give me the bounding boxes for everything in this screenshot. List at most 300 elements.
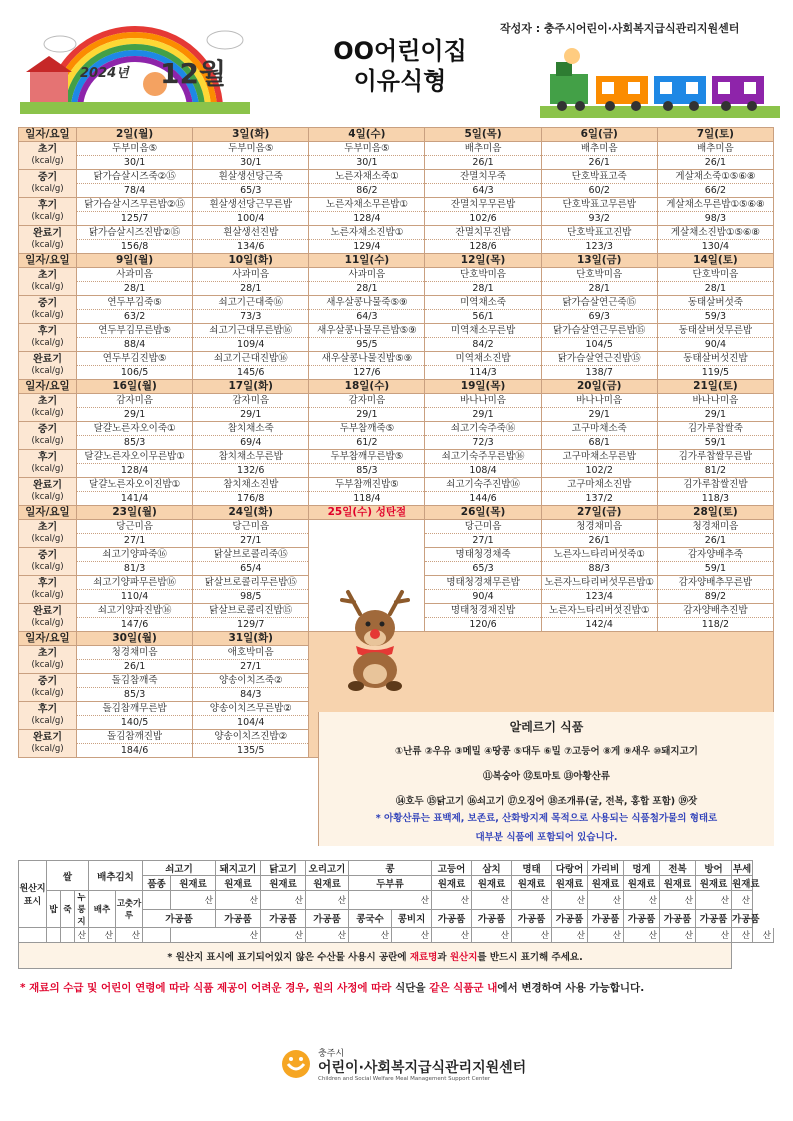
processed-label: 가공품: [552, 909, 588, 928]
course-name: 완료기: [33, 228, 62, 239]
course-name: 후기: [37, 704, 58, 715]
menu-item: 참치채소무른밥: [193, 450, 309, 464]
soy-noodle: 콩국수: [349, 909, 392, 928]
origin-san: 산: [432, 891, 472, 910]
raw-label: 원재료: [552, 876, 588, 891]
footer-red1: 재료명: [409, 951, 438, 963]
raw-label: 원재료: [624, 876, 660, 891]
menu-kcal: 104/4: [193, 716, 309, 730]
day-header-cell: 16일(월): [77, 380, 193, 394]
menu-kcal-row: [19, 464, 774, 478]
kcal-unit: (kcal/g): [31, 562, 64, 572]
menu-item: 감자양배추죽: [657, 548, 773, 562]
day-header-label: 일자/요일: [19, 380, 77, 394]
day-header-label: 일자/요일: [19, 506, 77, 520]
menu-item: 노른자느타리버섯진밥①: [541, 604, 657, 618]
menu-kcal: 60/2: [541, 184, 657, 198]
menu-item: 고구마채소죽: [541, 422, 657, 436]
menu-kcal: 85/3: [77, 436, 193, 450]
allergy-box: [318, 712, 774, 846]
menu-item: 김가루찹쌀무른밥: [657, 450, 773, 464]
kcal-unit: (kcal/g): [31, 688, 64, 698]
menu-row: [19, 296, 774, 310]
day-header-cell: 18일(수): [309, 380, 425, 394]
menu-item: 미역채소죽: [425, 296, 541, 310]
raw-label: 원재료: [696, 876, 732, 891]
menu-item: 배추미음: [425, 142, 541, 156]
day-header-cell: 30일(월): [77, 632, 193, 646]
menu-item: 잔멸치무죽: [425, 170, 541, 184]
menu-row: [19, 422, 774, 436]
day-header-cell: 5일(목): [425, 128, 541, 142]
origin-san: 산: [552, 928, 588, 943]
origin-san: 산: [392, 928, 432, 943]
processed-label: 가공품: [472, 909, 512, 928]
menu-kcal: 114/3: [425, 366, 541, 380]
footer-en: Children and Social Welfare Meal Management Support Center: [318, 1076, 491, 1082]
day-header-row: [19, 380, 774, 394]
menu-item: 달걀노른자오이진밥①: [77, 478, 193, 492]
origin-san: 산: [753, 928, 774, 943]
origin-san: 산: [89, 928, 116, 943]
menu-kcal: 141/4: [77, 492, 193, 506]
menu-item: 닭가슴살시즈무른밥②⑮: [77, 198, 193, 212]
menu-kcal: 90/4: [425, 590, 541, 604]
menu-item: 닭살브로콜리죽⑮: [193, 548, 309, 562]
menu-item: 쇠고기근대죽⑯: [193, 296, 309, 310]
course-label: [19, 520, 77, 548]
menu-kcal: 26/1: [657, 534, 773, 548]
course-name: 완료기: [33, 354, 62, 365]
menu-row: [19, 520, 774, 534]
menu-kcal: 118/4: [309, 492, 425, 506]
meat-header: 가리비: [588, 861, 624, 876]
menu-item: 명태청경채죽: [425, 548, 541, 562]
allergy-note1: * 아황산류는 표백제, 보존료, 산화방지제 목적으로 사용되는 식품첨가물의 형태로: [375, 813, 718, 824]
day-header-cell: 13일(금): [541, 254, 657, 268]
course-label: [19, 324, 77, 352]
bottom-note: [20, 980, 644, 995]
menu-kcal: 28/1: [77, 282, 193, 296]
menu-kcal: 144/6: [425, 492, 541, 506]
kcal-unit: (kcal/g): [31, 744, 64, 754]
menu-kcal: 29/1: [77, 408, 193, 422]
menu-row: [19, 170, 774, 184]
menu-kcal: 29/1: [425, 408, 541, 422]
menu-kcal: 26/1: [425, 156, 541, 170]
menu-kcal: 135/5: [193, 744, 309, 758]
day-header-cell: 27일(금): [541, 506, 657, 520]
menu-item: 두부참깨진밥⑤: [309, 478, 425, 492]
menu-kcal: 28/1: [657, 282, 773, 296]
menu-item: 양송이치즈죽②: [193, 674, 309, 688]
menu-item: 닭가슴살시즈진밥②⑮: [77, 226, 193, 240]
origin-blank: [143, 891, 171, 910]
day-header-cell: 14일(토): [657, 254, 773, 268]
menu-kcal: 106/5: [77, 366, 193, 380]
menu-kcal: 89/2: [657, 590, 773, 604]
day-header-cell: 7일(토): [657, 128, 773, 142]
menu-kcal: 29/1: [193, 408, 309, 422]
menu-kcal: 128/6: [425, 240, 541, 254]
origin-san: 산: [75, 928, 89, 943]
menu-kcal: 123/3: [541, 240, 657, 254]
course-label: [19, 296, 77, 324]
menu-item: 배추미음: [541, 142, 657, 156]
menu-item: 닭살브로콜리진밥⑮: [193, 604, 309, 618]
course-name: 중기: [37, 550, 58, 561]
course-name: 완료기: [33, 606, 62, 617]
menu-item: 동태살버섯진밥: [657, 352, 773, 366]
menu-item: 두부미음⑤: [77, 142, 193, 156]
kcal-unit: (kcal/g): [31, 408, 64, 418]
meat-header: 돼지고기: [216, 861, 261, 876]
menu-kcal: 29/1: [541, 408, 657, 422]
menu-kcal-row: [19, 310, 774, 324]
menu-item: 사과미음: [77, 268, 193, 282]
day-header-label: 일자/요일: [19, 254, 77, 268]
menu-kcal: 108/4: [425, 464, 541, 478]
beef-processed: 가공품: [143, 909, 216, 928]
allergy-note2: 대부분 식품에 포함되어 있습니다.: [475, 832, 618, 843]
menu-kcal: 69/4: [193, 436, 309, 450]
beef-breed: 품종: [143, 876, 171, 891]
day-header-row: [19, 506, 774, 520]
rice-sub: 밥: [47, 891, 61, 928]
menu-row: [19, 394, 774, 408]
menu-kcal: 95/5: [309, 338, 425, 352]
kcal-unit: (kcal/g): [31, 534, 64, 544]
menu-kcal: 28/1: [425, 282, 541, 296]
menu-item: 쇠고기숙주죽⑯: [425, 422, 541, 436]
menu-kcal: 119/5: [657, 366, 773, 380]
kcal-unit: (kcal/g): [31, 590, 64, 600]
menu-item: 단호박미음: [541, 268, 657, 282]
menu-kcal: 132/6: [193, 464, 309, 478]
rice-sub: 누룽지: [75, 891, 89, 928]
menu-item: 노른자채소진밥①: [309, 226, 425, 240]
course-name: 초기: [37, 396, 58, 407]
menu-item: 바나나미음: [657, 394, 773, 408]
origin-label: 원산지 표시: [19, 861, 47, 928]
menu-item: 잔멸치무진밥: [425, 226, 541, 240]
course-label: [19, 226, 77, 254]
menu-kcal: 176/8: [193, 492, 309, 506]
menu-kcal: 28/1: [309, 282, 425, 296]
menu-item: 배추미음: [657, 142, 773, 156]
meat-header: 닭고기: [261, 861, 306, 876]
menu-kcal: 184/6: [77, 744, 193, 758]
menu-kcal: 30/1: [309, 156, 425, 170]
course-label: [19, 142, 77, 170]
processed-label: 가공품: [216, 909, 261, 928]
menu-kcal: 118/3: [657, 492, 773, 506]
menu-kcal: 118/2: [657, 618, 773, 632]
menu-kcal: 84/2: [425, 338, 541, 352]
menu-item: 쇠고기숙주무른밥⑯: [425, 450, 541, 464]
menu-kcal: 86/2: [309, 184, 425, 198]
note-red-part: 재료의 수급 및 어린이 연령에 따라 식품 제공이 어려운 경우, 원의 사정에 따라: [29, 982, 392, 994]
menu-kcal-row: [19, 282, 774, 296]
processed-label: 가공품: [588, 909, 624, 928]
day-header-cell: 31일(화): [193, 632, 309, 646]
day-header-row: [19, 254, 774, 268]
raw-label: 원재료: [472, 876, 512, 891]
menu-item: 쇠고기근대진밥⑯: [193, 352, 309, 366]
origin-table: [18, 860, 774, 969]
menu-kcal: 26/1: [541, 534, 657, 548]
menu-kcal: 56/1: [425, 310, 541, 324]
origin-san: 산: [660, 928, 696, 943]
menu-kcal: 59/1: [657, 562, 773, 576]
menu-item: 당근미음: [77, 520, 193, 534]
processed-label: 가공품: [432, 909, 472, 928]
smile-logo-icon: [280, 1048, 312, 1080]
menu-kcal: 145/6: [193, 366, 309, 380]
processed-label: 가공품: [306, 909, 349, 928]
processed-label: 가공품: [512, 909, 552, 928]
menu-item: 참치채소죽: [193, 422, 309, 436]
reindeer-icon: [330, 584, 420, 694]
menu-item: 청경채미음: [541, 520, 657, 534]
menu-kcal: 128/4: [309, 212, 425, 226]
day-header-cell: 26일(목): [425, 506, 541, 520]
menu-item: 애호박미음: [193, 646, 309, 660]
origin-san: [61, 928, 75, 943]
menu-kcal: 109/4: [193, 338, 309, 352]
menu-kcal: 134/6: [193, 240, 309, 254]
course-label: [19, 268, 77, 296]
footer-pre: * 원산지 표시에 표기되어있지 않은 수산물 사용시 공란에: [167, 951, 410, 963]
allergy-line1: ①난류 ②우유 ③메밀 ④땅콩 ⑤대두 ⑥밀 ⑦고등어 ⑧게 ⑨새우 ⑩돼지고기: [395, 746, 698, 757]
menu-item: 닭가슴살연근무른밥⑮: [541, 324, 657, 338]
soy-pulp: 콩비지: [392, 909, 432, 928]
menu-item: 새우살콩나물무른밥⑤⑨: [309, 324, 425, 338]
day-header-cell: 23일(월): [77, 506, 193, 520]
menu-kcal: 64/3: [309, 310, 425, 324]
footer-post: 를 반드시 표기해 주세요.: [477, 951, 583, 963]
menu-item: 단호박미음: [425, 268, 541, 282]
menu-item: 두부참깨죽⑤: [309, 422, 425, 436]
kcal-unit: (kcal/g): [31, 184, 64, 194]
kimchi-header: 배추김치: [89, 861, 143, 891]
day-header-row: [19, 128, 774, 142]
menu-item: 노른자느타리버섯죽①: [541, 548, 657, 562]
course-label: [19, 576, 77, 604]
footer-name: 어린이·사회복지급식관리지원센터: [318, 1060, 527, 1076]
menu-item: 양송이치즈진밥②: [193, 730, 309, 744]
menu-item: 닭가슴살연근진밥⑮: [541, 352, 657, 366]
menu-kcal: 73/3: [193, 310, 309, 324]
menu-kcal: 27/1: [193, 534, 309, 548]
raw-label: 원재료: [732, 876, 753, 891]
origin-san: 산: [472, 928, 512, 943]
menu-kcal: 88/3: [541, 562, 657, 576]
menu-kcal-row: [19, 212, 774, 226]
course-name: 중기: [37, 172, 58, 183]
meat-header: 쇠고기: [143, 861, 216, 876]
kcal-unit: (kcal/g): [31, 660, 64, 670]
menu-item: 동태살버섯무른밥: [657, 324, 773, 338]
menu-kcal: 125/7: [77, 212, 193, 226]
origin-san: 산: [261, 928, 306, 943]
meat-header: 콩: [349, 861, 432, 876]
menu-item: 감자미음: [309, 394, 425, 408]
origin-san: 산: [349, 891, 432, 910]
page-title: [310, 36, 490, 96]
menu-item: 노른자채소무른밥①: [309, 198, 425, 212]
menu-item: 돌김참깨죽: [77, 674, 193, 688]
day-header-cell: 21일(토): [657, 380, 773, 394]
menu-kcal-row: [19, 366, 774, 380]
day-header-cell: 25일(수) 성탄절: [309, 506, 425, 520]
menu-kcal: 29/1: [309, 408, 425, 422]
day-header-cell: 20일(금): [541, 380, 657, 394]
menu-kcal: 69/3: [541, 310, 657, 324]
course-label: [19, 646, 77, 674]
raw-label: 원재료: [306, 876, 349, 891]
course-label: [19, 730, 77, 758]
menu-item: 흰살생선당근무른밥: [193, 198, 309, 212]
meat-header: 전복: [660, 861, 696, 876]
origin-footer: [19, 943, 732, 969]
menu-item: 달걀노른자오이죽①: [77, 422, 193, 436]
menu-item: 쇠고기근대무른밥⑯: [193, 324, 309, 338]
menu-kcal-row: [19, 492, 774, 506]
menu-kcal: 102/2: [541, 464, 657, 478]
origin-blank: [143, 928, 171, 943]
origin-san: 산: [472, 891, 512, 910]
kcal-unit: (kcal/g): [31, 366, 64, 376]
menu-kcal: 65/3: [193, 184, 309, 198]
menu-row: [19, 198, 774, 212]
menu-item: 감자양배추무른밥: [657, 576, 773, 590]
allergy-title: 알레르기 식품: [509, 720, 584, 734]
processed-label: 가공품: [660, 909, 696, 928]
menu-item: 김가루찹쌀죽: [657, 422, 773, 436]
menu-item: 두부참깨무른밥⑤: [309, 450, 425, 464]
menu-item: 당근미음: [193, 520, 309, 534]
meat-header: 고등어: [432, 861, 472, 876]
raw-label: 원재료: [432, 876, 472, 891]
menu-item: 동태살버섯죽: [657, 296, 773, 310]
menu-kcal: 26/1: [77, 660, 193, 674]
menu-item: 단호박표고진밥: [541, 226, 657, 240]
menu-kcal: 84/3: [193, 688, 309, 702]
origin-san: 산: [171, 928, 261, 943]
menu-item: 닭가슴살시즈죽②⑮: [77, 170, 193, 184]
meat-header: 명태: [512, 861, 552, 876]
course-label: [19, 674, 77, 702]
origin-blank: [19, 928, 47, 943]
menu-kcal: 27/1: [425, 534, 541, 548]
menu-kcal-row: [19, 408, 774, 422]
day-header-cell: 4일(수): [309, 128, 425, 142]
origin-san: 산: [512, 928, 552, 943]
kimchi-sub: 배추: [89, 891, 116, 928]
menu-kcal: 26/1: [657, 156, 773, 170]
menu-kcal-row: [19, 240, 774, 254]
course-name: 초기: [37, 144, 58, 155]
menu-kcal: 27/1: [193, 660, 309, 674]
origin-san: 산: [306, 891, 349, 910]
origin-san: 산: [512, 891, 552, 910]
course-label: [19, 352, 77, 380]
menu-item: 두부미음⑤: [193, 142, 309, 156]
menu-item: 청경채미음: [77, 646, 193, 660]
menu-row: [19, 142, 774, 156]
menu-item: 명태청경채진밥: [425, 604, 541, 618]
menu-item: 쇠고기양파무른밥⑯: [77, 576, 193, 590]
origin-san: 산: [732, 928, 753, 943]
month-label: 12월: [160, 57, 227, 90]
menu-kcal: 156/8: [77, 240, 193, 254]
menu-kcal: 127/6: [309, 366, 425, 380]
menu-kcal: 129/4: [309, 240, 425, 254]
menu-row: [19, 352, 774, 366]
menu-kcal: 68/1: [541, 436, 657, 450]
menu-item: 달걀노른자오이무른밥①: [77, 450, 193, 464]
menu-kcal: 59/1: [657, 436, 773, 450]
menu-item: 당근미음: [425, 520, 541, 534]
raw-label: 원재료: [261, 876, 306, 891]
menu-item: 참치채소진밥: [193, 478, 309, 492]
day-header-cell: 24일(화): [193, 506, 309, 520]
menu-item: 감자미음: [77, 394, 193, 408]
rice-sub: 죽: [61, 891, 75, 928]
menu-kcal: 30/1: [193, 156, 309, 170]
course-name: 후기: [37, 578, 58, 589]
kcal-unit: (kcal/g): [31, 240, 64, 250]
menu-kcal: 100/4: [193, 212, 309, 226]
menu-row: [19, 268, 774, 282]
origin-san: [47, 928, 61, 943]
kcal-unit: (kcal/g): [31, 618, 64, 628]
kcal-unit: (kcal/g): [31, 492, 64, 502]
menu-kcal: 130/4: [657, 240, 773, 254]
menu-item: 명태청경채무른밥: [425, 576, 541, 590]
menu-item: 양송이치즈무른밥②: [193, 702, 309, 716]
menu-item: 흰살생선당근죽: [193, 170, 309, 184]
menu-kcal: 26/1: [541, 156, 657, 170]
origin-san: 산: [216, 891, 261, 910]
menu-item: 새우살콩나물진밥⑤⑨: [309, 352, 425, 366]
menu-kcal: 98/5: [193, 590, 309, 604]
menu-kcal: 29/1: [657, 408, 773, 422]
raw-label: 원재료: [512, 876, 552, 891]
menu-item: 쇠고기양파죽⑯: [77, 548, 193, 562]
origin-san: 산: [624, 928, 660, 943]
course-name: 후기: [37, 326, 58, 337]
origin-san: 산: [696, 928, 732, 943]
origin-san: 산: [116, 928, 143, 943]
menu-item: 사과미음: [193, 268, 309, 282]
note-red2-part: 같은 식품군 내: [429, 982, 498, 994]
menu-item: 닭살브로콜리무른밥⑮: [193, 576, 309, 590]
menu-kcal: 129/7: [193, 618, 309, 632]
course-name: 후기: [37, 200, 58, 211]
course-name: 중기: [37, 424, 58, 435]
origin-sub-row2: [19, 891, 774, 910]
menu-row: [19, 478, 774, 492]
processed-label: 가공품: [261, 909, 306, 928]
day-header-label: 일자/요일: [19, 128, 77, 142]
menu-item: 고구마채소무른밥: [541, 450, 657, 464]
menu-item: 게살채소진밥①⑤⑥⑧: [657, 226, 773, 240]
menu-item: 게살채소무른밥①⑤⑥⑧: [657, 198, 773, 212]
menu-kcal: 147/6: [77, 618, 193, 632]
menu-row: [19, 324, 774, 338]
